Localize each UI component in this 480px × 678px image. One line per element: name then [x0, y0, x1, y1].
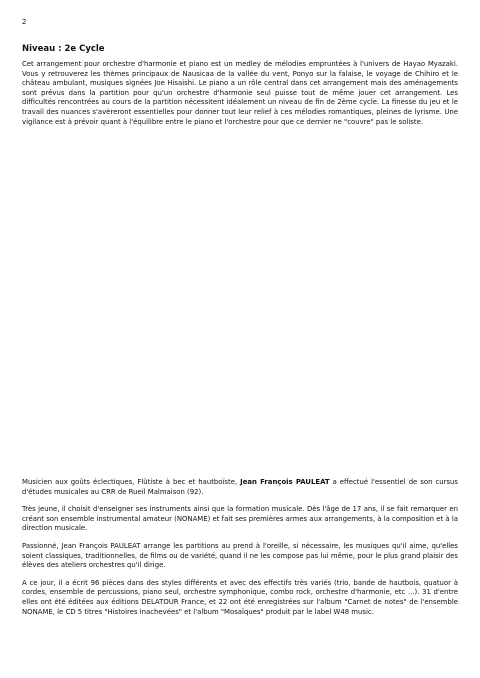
bio-section [22, 478, 458, 625]
intro-section [22, 60, 458, 127]
bio-paragraph-4: A ce jour, il a écrit 96 pièces dans des styles différents et avec des effectifs très variés (trio, bande de hautbois, quatuor à cordes, ensemble de percussions, piano seul, orchestre symphonique, combo rock, orchestre d'harmonie, etc ...). 31 d'entre elles ont été éditées aux éditions DELATOUR France, et 22 ont été enregistrées sur l'album "Carnet de notes" de l'ensemble NONAME, le CD 5 titres "Histoires inachevées" et l'album "Mosaïques" produit par le label W48 music. [22, 578, 458, 616]
bio-p1-before: Musicien aux goûts éclectiques, Flûtiste à bec et hautboïste, [22, 478, 241, 486]
bio-paragraph-2: Très jeune, il choisit d'enseigner ses instruments ainsi que la formation musicale. Dès l'âge de 17 ans, il se fait remarquer en créant son ensemble instrumental amateur (NONAME) et fait ses premières armes aux arrangements, à la composition et à la direction musicale. [22, 505, 458, 533]
bio-paragraph-3: Passionné, Jean François PAULEAT arrange les partitions au prend à l'oreille, si nécessaire, les musiques qu'il aime, qu'elles soient classiques, traditionnelles, de films ou de variété, quand il ne les compose pas lui même, pour le plus grand plaisir des élèves des ateliers orchestres qu'il dirige. [22, 541, 458, 570]
intro-paragraph: Cet arrangement pour orchestre d'harmonie et piano est un medley de mélodies empruntées à l'univers de Hayao Myazaki. Vous y retrouverez les thèmes principaux de Nausicaa de la vallée du vent, Ponyo sur la falaise, le voyage de Chihiro et le château ambulant, musiques signées Joe Hisaishi. Le piano a un rôle central dans cet arrangement mais des aménagements sont prévus dans la partition pour qu'un orchestre d'harmonie seul puisse tout de même jouer cet arrangement. Les difficultés rencontrées au cours de la partition nécessitent idéalement un niveau de fin de 2ème cycle. La finesse du jeu et le travail des nuances s'avèreront essentielles pour donner tout leur relief à ces mélodies romantiques, pleines de lyrisme. Une vigilance est à prévoir quant à l'équilibre entre le piano et l'orchestre pour que ce dernier ne "couvre" pas le soliste. [22, 60, 458, 126]
level-heading: Niveau : 2e Cycle [22, 44, 105, 54]
bio-p1-after: a effectué l'essentiel de son cursus d'études musicales au CRR de Rueil Malmaison (92). [22, 478, 458, 496]
page-number: 2 [22, 18, 27, 26]
bio-paragraph-1 [22, 478, 458, 497]
composer-name: Jean François PAULEAT [240, 478, 330, 486]
